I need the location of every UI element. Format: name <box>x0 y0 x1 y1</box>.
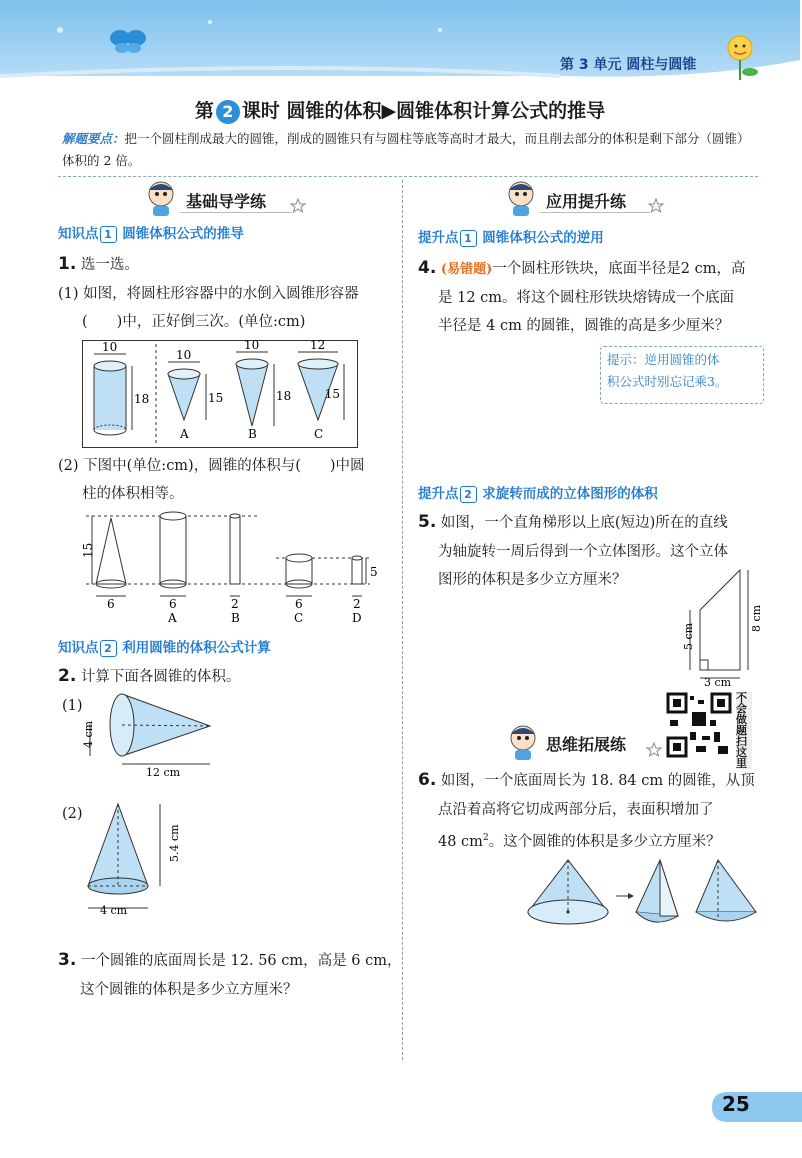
q-number: 6 <box>418 770 430 790</box>
hint-box <box>600 346 764 404</box>
kp-prefix: 知识点 <box>58 640 99 656</box>
q4-line3: 半径是 4 cm 的圆锥，圆锥的高是多少厘米？ <box>438 318 730 334</box>
fig2-d-d: 2 <box>353 597 361 611</box>
tip-point-1 <box>418 226 604 247</box>
label-b-h: 18 <box>276 389 292 403</box>
butterfly-icon <box>108 26 148 56</box>
knowledge-point-2 <box>58 636 271 657</box>
page-number: 25 <box>722 1092 750 1116</box>
q6-line2: 点沿着高将它切成两部分后，表面积增加了 <box>438 802 714 818</box>
q5-line1 <box>418 508 728 537</box>
q3-line1 <box>58 946 401 975</box>
lesson-arrow-icon: ▶ <box>381 100 397 122</box>
q6-cone-figure <box>524 856 770 936</box>
q-text: 一个圆柱形铁块，底面半径是2 cm，高 <box>492 261 746 277</box>
divider <box>58 176 758 177</box>
label-a-d: 10 <box>176 348 192 362</box>
q-number: 5 <box>418 512 430 532</box>
q5-trapezoid-figure <box>676 560 763 689</box>
q-number: 3 <box>58 950 70 970</box>
lesson-topic: 圆锥体积计算公式的推导 <box>396 100 606 122</box>
tip-point-2 <box>418 482 658 503</box>
q2-sub1-label: (1) <box>62 698 83 714</box>
lesson-number-badge: 2 <box>216 100 240 124</box>
label-b-d: 10 <box>244 338 260 352</box>
f1-d: 4 cm <box>82 720 95 748</box>
star-icon <box>646 742 662 758</box>
q1-figure-2 <box>80 510 380 626</box>
kp-title: 圆锥体积公式的推导 <box>122 226 244 242</box>
label-B: B <box>248 427 257 441</box>
fig2-A: A <box>168 611 177 625</box>
q-text: 计算下面各圆锥的体积。 <box>80 669 241 685</box>
hint-text-1: 逆用圆锥的体 <box>644 352 720 367</box>
q5-w3: 3 cm <box>704 676 732 689</box>
q2-figure-1 <box>80 688 230 778</box>
fig2-h15: 15 <box>81 542 95 558</box>
f1-h: 12 cm <box>146 766 181 779</box>
kp-number: 2 <box>100 640 117 657</box>
label-cyl-d: 10 <box>102 340 118 354</box>
qr-code[interactable] <box>666 692 732 758</box>
q5-line3: 图形的体积是多少立方厘米？ <box>438 572 627 588</box>
underline <box>180 212 292 213</box>
q-dot: . <box>429 512 437 532</box>
fig2-D: D <box>352 611 362 625</box>
q4-line1 <box>418 254 745 284</box>
unit-label: 第 3 单元 圆柱与圆锥 <box>560 57 697 73</box>
q6-other-half <box>696 860 756 912</box>
q-dot: . <box>69 666 77 686</box>
q6-text-tail: 。这个圆锥的体积是多少立方厘米？ <box>488 833 721 850</box>
section-title-basic: 基础导学练 <box>186 192 267 211</box>
q5-h8: 8 cm <box>750 604 763 632</box>
fig2-c-d: 6 <box>295 597 303 611</box>
q-number: 2 <box>58 666 70 686</box>
mascot-icon <box>140 178 182 218</box>
q-dot: . <box>69 254 77 274</box>
q6-sup: 2 <box>482 833 489 843</box>
f2-h: 5.4 cm <box>168 824 181 862</box>
q6-line3 <box>438 824 721 856</box>
tp-title: 求旋转而成的立体图形的体积 <box>482 486 658 502</box>
column-divider <box>402 180 403 1060</box>
q1-part1-a: (1) 如图，将圆柱形容器中的水倒入圆锥形容器 <box>58 286 359 302</box>
q6-area-value: 48 cm <box>438 833 483 850</box>
tips-text: 把一个圆柱削成最大的圆锥，削成的圆锥只有与圆柱等底等高时才最大，而且削去部分的体积是剩下部分（圆锥）体积的 2 倍。 <box>62 131 750 168</box>
q-dot: . <box>429 770 437 790</box>
tp-prefix: 提升点 <box>418 230 459 246</box>
q4-line2: 是 12 cm。将这个圆柱形铁块熔铸成一个底面 <box>438 290 735 306</box>
cone-b <box>236 364 268 426</box>
q2-figure-2 <box>80 800 190 920</box>
q-number: 1 <box>58 254 70 274</box>
q2-stem <box>58 662 240 691</box>
mascot-icon <box>502 722 544 762</box>
q-text: 一个圆锥的底面周长是 12. 56 cm，高是 6 cm， <box>80 953 402 969</box>
q-text: 选一选。 <box>80 257 139 273</box>
tp-title: 圆锥体积公式的逆用 <box>482 230 604 246</box>
cylinder-water <box>94 366 126 430</box>
f2-d: 4 cm <box>100 904 128 917</box>
lesson-prefix: 第 <box>194 100 214 122</box>
star-icon <box>648 198 664 214</box>
tips-box <box>62 128 752 172</box>
q1-part2-b: 柱的体积相等。 <box>82 486 184 502</box>
kp-title: 利用圆锥的体积公式计算 <box>122 640 271 656</box>
q5-line2: 为轴旋转一周后得到一个立体图形。这个立体 <box>438 544 728 560</box>
label-cyl-h: 18 <box>134 392 150 406</box>
q-text: 如图，一个底面周长为 18. 84 cm 的圆锥，从顶 <box>440 773 755 789</box>
tp-prefix: 提升点 <box>418 486 459 502</box>
mascot-icon <box>500 178 542 218</box>
qr-caption: 不会做题扫这里 <box>736 692 752 769</box>
tips-label: 解题要点： <box>62 131 125 146</box>
underline <box>540 212 650 213</box>
cone-a <box>168 374 200 420</box>
label-A: A <box>180 427 189 441</box>
fig2-C: C <box>294 611 304 625</box>
q-dot: . <box>69 950 77 970</box>
q-dot: . <box>429 258 437 278</box>
label-c-h: 15 <box>324 387 340 401</box>
label-C: C <box>314 427 324 441</box>
kp-prefix: 知识点 <box>58 226 99 242</box>
q1-figure-1 <box>82 340 358 448</box>
lesson-title <box>0 96 800 124</box>
easy-mistake-tag: (易错题) <box>440 262 493 277</box>
tp-number: 1 <box>460 230 477 247</box>
kp-number: 1 <box>100 226 117 243</box>
q-text: 如图，一个直角梯形以上底(短边)所在的直线 <box>440 515 728 531</box>
fig2-cone-d: 6 <box>107 597 115 611</box>
knowledge-point-1 <box>58 222 244 243</box>
fig2-cone <box>96 518 126 584</box>
q3-line2: 这个圆锥的体积是多少立方厘米？ <box>80 982 298 998</box>
label-c-d: 12 <box>310 338 326 352</box>
hint-text-2: 积公式时别忘记乘3。 <box>607 374 728 389</box>
label-a-h: 15 <box>208 391 224 405</box>
fig2-a-d: 6 <box>169 597 177 611</box>
tp-number: 2 <box>460 486 477 503</box>
fig2-B: B <box>231 611 240 625</box>
q5-h5: 5 cm <box>682 622 695 650</box>
q1-part1-b: ( )中，正好倒三次。(单位:cm) <box>82 314 306 330</box>
trapezoid <box>700 570 740 670</box>
q1-stem <box>58 250 139 279</box>
fig2-b-d: 2 <box>231 597 239 611</box>
q1-part2-a: (2) 下图中(单位:cm)，圆锥的体积与( )中圆 <box>58 458 365 474</box>
q-number: 4 <box>418 258 430 278</box>
q2-sub2-label: (2) <box>62 806 83 822</box>
fig2-h5: 5 <box>370 565 378 579</box>
hint-label: 提示： <box>607 352 645 367</box>
q6-line1 <box>418 766 755 795</box>
lesson-suffix: 课时 圆锥的体积 <box>241 100 382 122</box>
star-icon <box>290 198 306 214</box>
section-title-extend: 思维拓展练 <box>546 735 627 754</box>
sun-flower-icon <box>712 30 772 82</box>
section-title-apply: 应用提升练 <box>546 192 627 211</box>
